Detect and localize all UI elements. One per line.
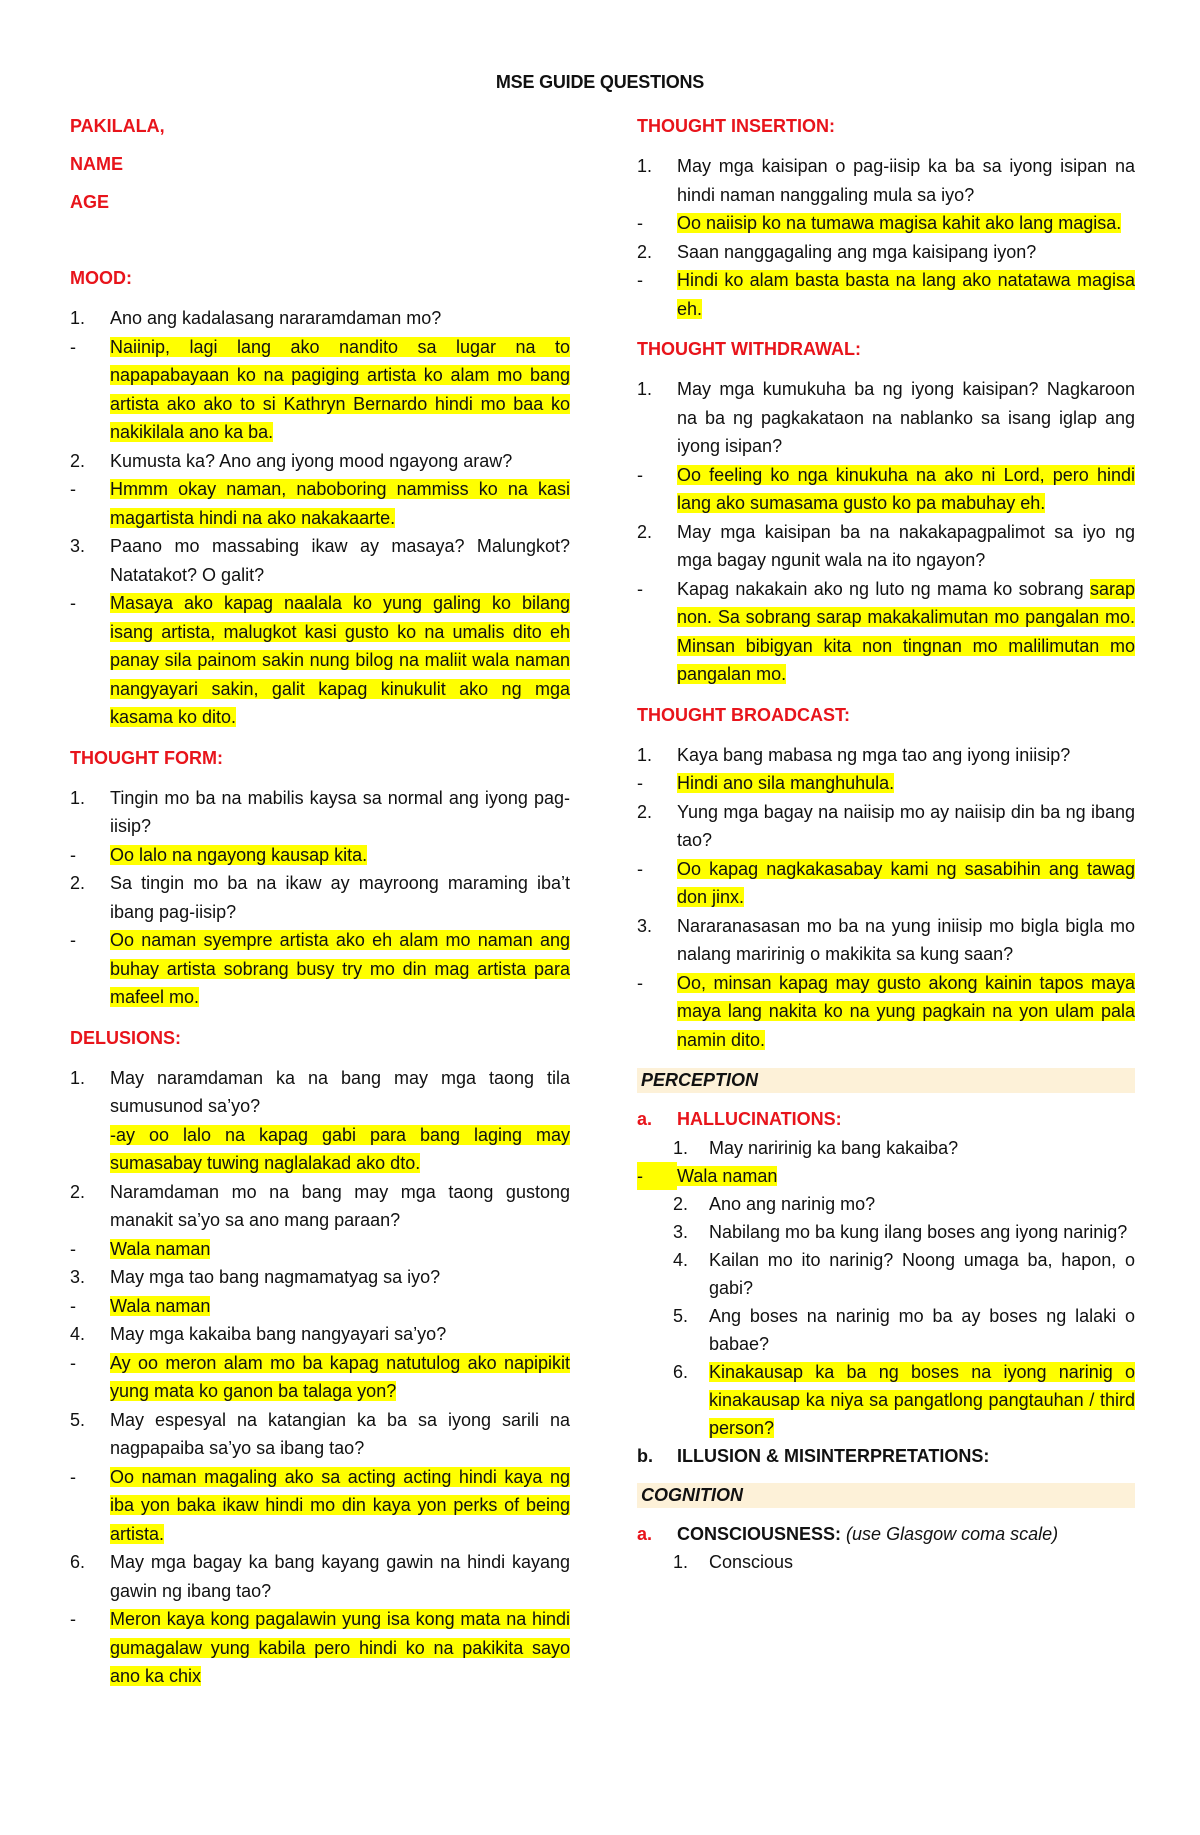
pakilala-heading: PAKILALA, xyxy=(70,116,165,136)
answer-item: - Naiinip, lagi lang ako nandito sa lugar na to napapabayaan ko na pagiging artista ko alam mo bang artista ako ako to si Kathryn Bernardo hindi mo baa ko nakikilala ano ka ba. xyxy=(70,336,570,442)
hallucination-list-b xyxy=(637,1190,1135,1442)
question-item: 5. May espesyal na katangian ka ba sa iyong sarili na nagpapaiba sa’yo sa ibang tao? xyxy=(70,1409,570,1458)
answer-item: - Oo, minsan kapag may gusto akong kainin tapos maya maya lang nakita ko na yung pagkain na yon ulam pala namin dito. xyxy=(637,972,1135,1050)
question-item: 2. Ano ang narinig mo? xyxy=(673,1194,876,1214)
delusions-list xyxy=(70,1064,570,1691)
question-item: 1. Tingin mo ba na mabilis kaysa sa normal ang iyong pag-iisip? xyxy=(70,787,570,836)
question-item: 1. May mga kumukuha ba ng iyong kaisipan? Nagkaroon na ba ng pagkakataon na nablanko sa isang iglap ang iyong isipan? xyxy=(637,379,1135,456)
thought-form-heading: THOUGHT FORM: xyxy=(70,747,223,768)
name-heading: NAME xyxy=(70,154,123,174)
answer-item: - Hindi ano sila manghuhula. xyxy=(637,773,895,793)
question-item: 4. Kailan mo ito narinig? Noong umaga ba, hapon, o gabi? xyxy=(673,1250,1135,1298)
question-item: 1. Kaya bang mabasa ng mga tao ang iyong iniisip? xyxy=(637,744,1071,765)
answer-item: - Wala naman xyxy=(70,1238,211,1259)
thought-insertion-heading: THOUGHT INSERTION: xyxy=(637,116,835,136)
hallucinations-heading: a. HALLUCINATIONS: xyxy=(637,1109,842,1129)
left-column xyxy=(70,112,570,1691)
perception-heading: PERCEPTION xyxy=(637,1068,1135,1093)
document-title: MSE GUIDE QUESTIONS xyxy=(495,72,705,92)
delusions-heading: DELUSIONS: xyxy=(70,1027,182,1048)
answer-item: -ay oo lalo na kapag gabi para bang laging may sumasabay tuwing naglalakad ako dto. xyxy=(110,1124,570,1173)
question-item: 2. Naramdaman mo na bang may mga taong gustong manakit sa’yo sa ano mang paraan? xyxy=(70,1181,570,1230)
answer-item: - Meron kaya kong pagalawin yung isa kong mata na hindi gumagalaw yung kabila pero hindi ko na pakikita sayo ano ka chix xyxy=(70,1609,570,1686)
question-item: 2. Kumusta ka? Ano ang iyong mood ngayong araw? xyxy=(70,450,513,471)
mood-heading: MOOD: xyxy=(70,268,132,288)
cognition-heading: COGNITION xyxy=(637,1483,1135,1508)
question-item: 3. Nabilang mo ba kung ilang boses ang iyong narinig? xyxy=(673,1222,1128,1242)
answer-item: - Ay oo meron alam mo ba kapag natutulog ako napipikit yung mata ko ganon ba talaga yon? xyxy=(70,1352,570,1401)
withdrawal-answer-plain: Kapag nakakain ako ng luto ng mama ko sobrang xyxy=(677,578,1090,599)
question-item: 3. Nararanasasan mo ba na yung iniisip mo bigla bigla mo nalang maririnig o makikita sa kung saan? xyxy=(637,915,1135,964)
thought-broadcast-heading: THOUGHT BROADCAST: xyxy=(637,704,850,725)
answer-item: - Oo naiisip ko na tumawa magisa kahit ako lang magisa. xyxy=(637,213,1122,233)
illusion-heading: b. ILLUSION & MISINTERPRETATIONS: xyxy=(637,1446,990,1466)
question-item: 3. Paano mo massabing ikaw ay masaya? Malungkot? Natatakot? O galit? xyxy=(70,536,570,585)
thought-broadcast-list xyxy=(637,741,1135,1055)
thought-form-list xyxy=(70,784,570,1012)
question-item: 2. May mga kaisipan ba na nakakapagpalimot sa iyo ng mga bagay ngunit wala na ito ngayon? xyxy=(637,521,1135,570)
question-item: 2. Sa tingin mo ba na ikaw ay mayroong maraming iba’t ibang pag-iisip? xyxy=(70,873,570,922)
answer-item: - Hindi ko alam basta basta na lang ako natatawa magisa eh. xyxy=(637,270,1135,319)
question-item: 3. May mga tao bang nagmamatyag sa iyo? xyxy=(70,1267,441,1287)
right-column xyxy=(637,112,1135,1576)
age-heading: AGE xyxy=(70,192,110,212)
question-item: 5. Ang boses na narinig mo ba ay boses ng lalaki o babae? xyxy=(673,1306,1135,1354)
answer-item: - Oo naman syempre artista ako eh alam mo naman ang buhay artista sobrang busy try mo din mag artista para mafeel mo. xyxy=(70,930,570,1007)
answer-item: - Oo lalo na ngayong kausap kita. xyxy=(70,844,368,865)
hallucination-list-a xyxy=(637,1134,1135,1162)
withdrawal-answer: - Kapag nakakain ako ng luto ng mama ko sobrang sarap non. Sa sobrang sarap makakalimutan mo pangalan mo. Minsan bibigyan kita non tingnan mo malilimutan mo pangalan mo. xyxy=(637,578,1135,684)
question-item: 2. Yung mga bagay na naiisip mo ay naiisip din ba ng ibang tao? xyxy=(637,801,1135,850)
thought-insertion-list xyxy=(637,152,1135,323)
thought-withdrawal-heading: THOUGHT WITHDRAWAL: xyxy=(637,339,861,359)
question-item: 4. May mga kakaiba bang nangyayari sa’yo? xyxy=(70,1324,447,1344)
question-item: 1. May naririnig ka bang kakaiba? xyxy=(673,1137,959,1158)
answer-item: - Oo naman magaling ako sa acting acting hindi kaya ng iba yon baka ikaw hindi mo din kaya yon perks of being artista. xyxy=(70,1466,570,1544)
withdrawal-answer-highlight: sarap non. Sa sobrang sarap makakalimutan mo pangalan mo. Minsan bibigyan kita non tingnan mo malilimutan mo pangalan mo. xyxy=(677,578,1135,684)
question-item: 1. May naramdaman ka na bang may mga taong tila sumusunod sa’yo? xyxy=(70,1067,570,1116)
answer-item: - Oo kapag nagkakasabay kami ng sasabihin ang tawag don jinx. xyxy=(637,858,1135,907)
answer-item: - Oo feeling ko nga kinukuha na ako ni Lord, pero hindi lang ako sumasama gusto ko pa mabuhay eh. xyxy=(637,464,1135,513)
question-item: 6. May mga bagay ka bang kayang gawin na hindi kayang gawin ng ibang tao? xyxy=(70,1552,570,1601)
thought-withdrawal-list xyxy=(637,375,1135,575)
answer-item: - Wala naman xyxy=(70,1295,211,1316)
answer-item: 6. Kinakausap ka ba ng boses na iyong narinig o kinakausap ka niya sa pangatlong pangtauhan / third person? xyxy=(673,1362,1135,1438)
consciousness-item: 1. Conscious xyxy=(673,1552,794,1572)
question-item: 2. Saan nanggagaling ang mga kaisipang iyon? xyxy=(637,241,1037,262)
question-item: 1. May mga kaisipan o pag-iisip ka ba sa iyong isipan na hindi naman nanggaling mula sa iyo? xyxy=(637,156,1135,205)
consciousness-heading: a. CONSCIOUSNESS: (use Glasgow coma scale) xyxy=(637,1523,1059,1544)
answer-item: - Hmmm okay naman, naboboring nammiss ko na kasi magartista hindi na ako nakakaarte. xyxy=(70,479,570,528)
answer-item: - Masaya ako kapag naalala ko yung galing ko bilang isang artista, malugkot kasi gusto ko na umalis dito eh panay sila painom sakin nung bilog na maliit wala naman nangyayari sakin, galit kapag kinukulit ako ng mga kasama ko dito. xyxy=(70,593,570,727)
hallucination-answer: - Wala naman xyxy=(637,1162,1135,1191)
mood-list xyxy=(70,304,570,732)
question-item: 1. Ano ang kadalasang nararamdaman mo? xyxy=(70,308,442,328)
